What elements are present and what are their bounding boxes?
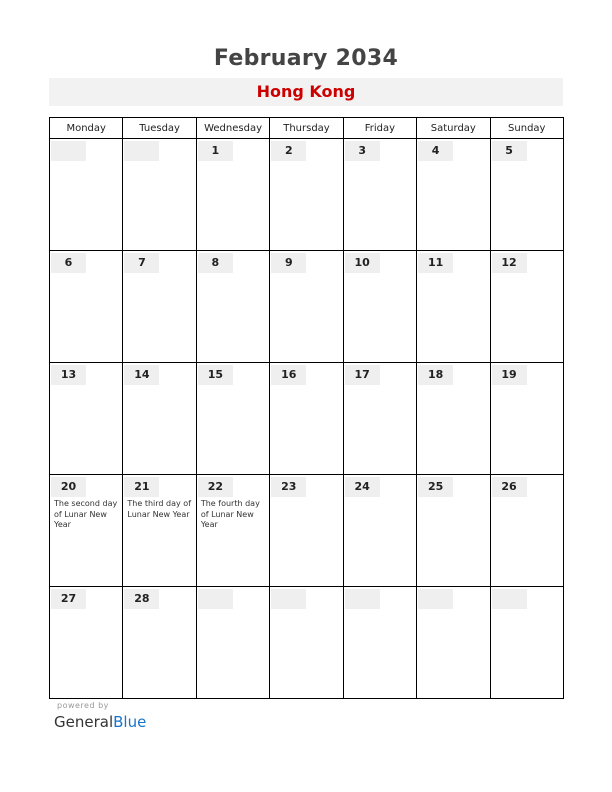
region-name: Hong Kong [256,82,356,101]
logo-text-general: General [54,713,114,731]
day-cell [417,139,490,251]
day-number: 15 [207,368,223,381]
day-number-box [51,365,86,385]
day-number: 10 [354,256,370,269]
day-cell [50,251,123,363]
day-number-box [345,141,380,161]
day-number: 22 [207,480,223,493]
weekday-header: Friday [343,118,416,139]
day-cell [270,251,343,363]
day-cell [50,475,123,587]
day-number: 13 [60,368,77,381]
day-cell [50,587,123,699]
day-cell [123,587,196,699]
day-number [271,589,306,609]
day-number [124,141,159,161]
day-cell [270,475,343,587]
day-number-box [418,477,453,497]
logo-text-blue: Blue [113,713,147,731]
day-number: 6 [64,256,73,269]
day-cell [490,251,563,363]
day-cell [50,139,123,251]
day-number-box [492,253,527,273]
day-number [198,589,233,609]
day-number-box [51,477,86,497]
day-number: 16 [281,368,297,381]
day-number-box [271,141,306,161]
day-number-box [345,253,380,273]
page-title: February 2034 [213,46,399,71]
day-cell [417,475,490,587]
week-row [50,587,564,699]
day-number [345,589,380,609]
day-number-box [492,141,527,161]
day-number: 14 [134,368,150,381]
day-cell [490,587,563,699]
day-number: 11 [427,256,444,269]
weekday-header: Monday [50,118,123,139]
day-cell [270,139,343,251]
day-cell [417,363,490,475]
day-number: 3 [358,144,367,157]
calendar-grid [49,117,564,699]
day-number-box [51,141,86,161]
weekday-header: Saturday [417,118,490,139]
powered-by-label: powered by [57,701,109,710]
day-number: 23 [281,480,297,493]
day-number-box [418,253,453,273]
day-number: 27 [60,592,77,605]
day-cell [343,587,416,699]
day-cell [196,251,269,363]
day-cell [490,363,563,475]
day-number: 1 [211,144,220,157]
day-cell [343,139,416,251]
day-number: 4 [431,144,440,157]
day-cell [343,251,416,363]
day-number-box [124,253,159,273]
day-number-box [418,141,453,161]
day-number-box [418,589,453,609]
day-cell [50,363,123,475]
day-number-box [198,253,233,273]
day-number [51,141,86,161]
day-number: 2 [284,144,293,157]
day-cell [490,139,563,251]
day-number-box [271,253,306,273]
day-number-box [492,589,527,609]
day-number-box [51,589,86,609]
day-number: 5 [505,144,513,157]
day-cell [123,139,196,251]
day-number-box [198,477,233,497]
day-number [418,589,453,609]
day-number-box [198,365,233,385]
day-number-box [418,365,453,385]
day-number: 18 [427,368,444,381]
day-number-box [492,365,527,385]
day-cell [343,475,416,587]
weekday-header-row [50,118,564,139]
day-number: 9 [284,256,293,269]
week-row [50,251,564,363]
day-cell [417,587,490,699]
day-number: 17 [354,368,370,381]
day-cell [196,139,269,251]
region-banner [49,78,563,106]
day-number-box [124,365,159,385]
weekday-header: Wednesday [196,118,269,139]
day-number: 12 [501,256,517,269]
day-number: 21 [134,480,150,493]
day-number-box [198,589,233,609]
day-number: 26 [501,480,517,493]
day-number-box [124,589,159,609]
day-cell [123,363,196,475]
week-row [50,139,564,251]
weekday-header: Sunday [490,118,563,139]
day-number: 20 [60,480,77,493]
day-number-box [124,477,159,497]
week-row [50,475,564,587]
day-number-box [271,589,306,609]
holiday-label: The fourth day of Lunar New Year [200,499,260,529]
day-number: 24 [354,480,370,493]
week-row [50,363,564,475]
generalblue-logo[interactable] [54,713,146,731]
holiday-label: The second day of Lunar New Year [54,499,118,529]
day-cell [417,251,490,363]
day-number-box [345,589,380,609]
weekday-header: Tuesday [123,118,196,139]
day-number-box [51,253,86,273]
day-number-box [345,365,380,385]
day-cell [490,475,563,587]
day-number [492,589,527,609]
day-number: 8 [211,256,220,269]
day-number-box [271,477,306,497]
day-cell [196,587,269,699]
day-number-box [124,141,159,161]
day-cell [123,475,196,587]
day-cell [270,363,343,475]
day-cell [196,363,269,475]
day-cell [196,475,269,587]
day-number: 19 [501,368,517,381]
weekday-header: Thursday [270,118,343,139]
day-number: 28 [134,592,150,605]
day-number-box [198,141,233,161]
day-number-box [271,365,306,385]
day-cell [123,251,196,363]
day-cell [270,587,343,699]
day-number-box [345,477,380,497]
day-number-box [492,477,527,497]
day-number: 7 [138,256,146,269]
day-number: 25 [427,480,444,493]
day-cell [343,363,416,475]
holiday-label: The third day of Lunar New Year [127,499,192,519]
